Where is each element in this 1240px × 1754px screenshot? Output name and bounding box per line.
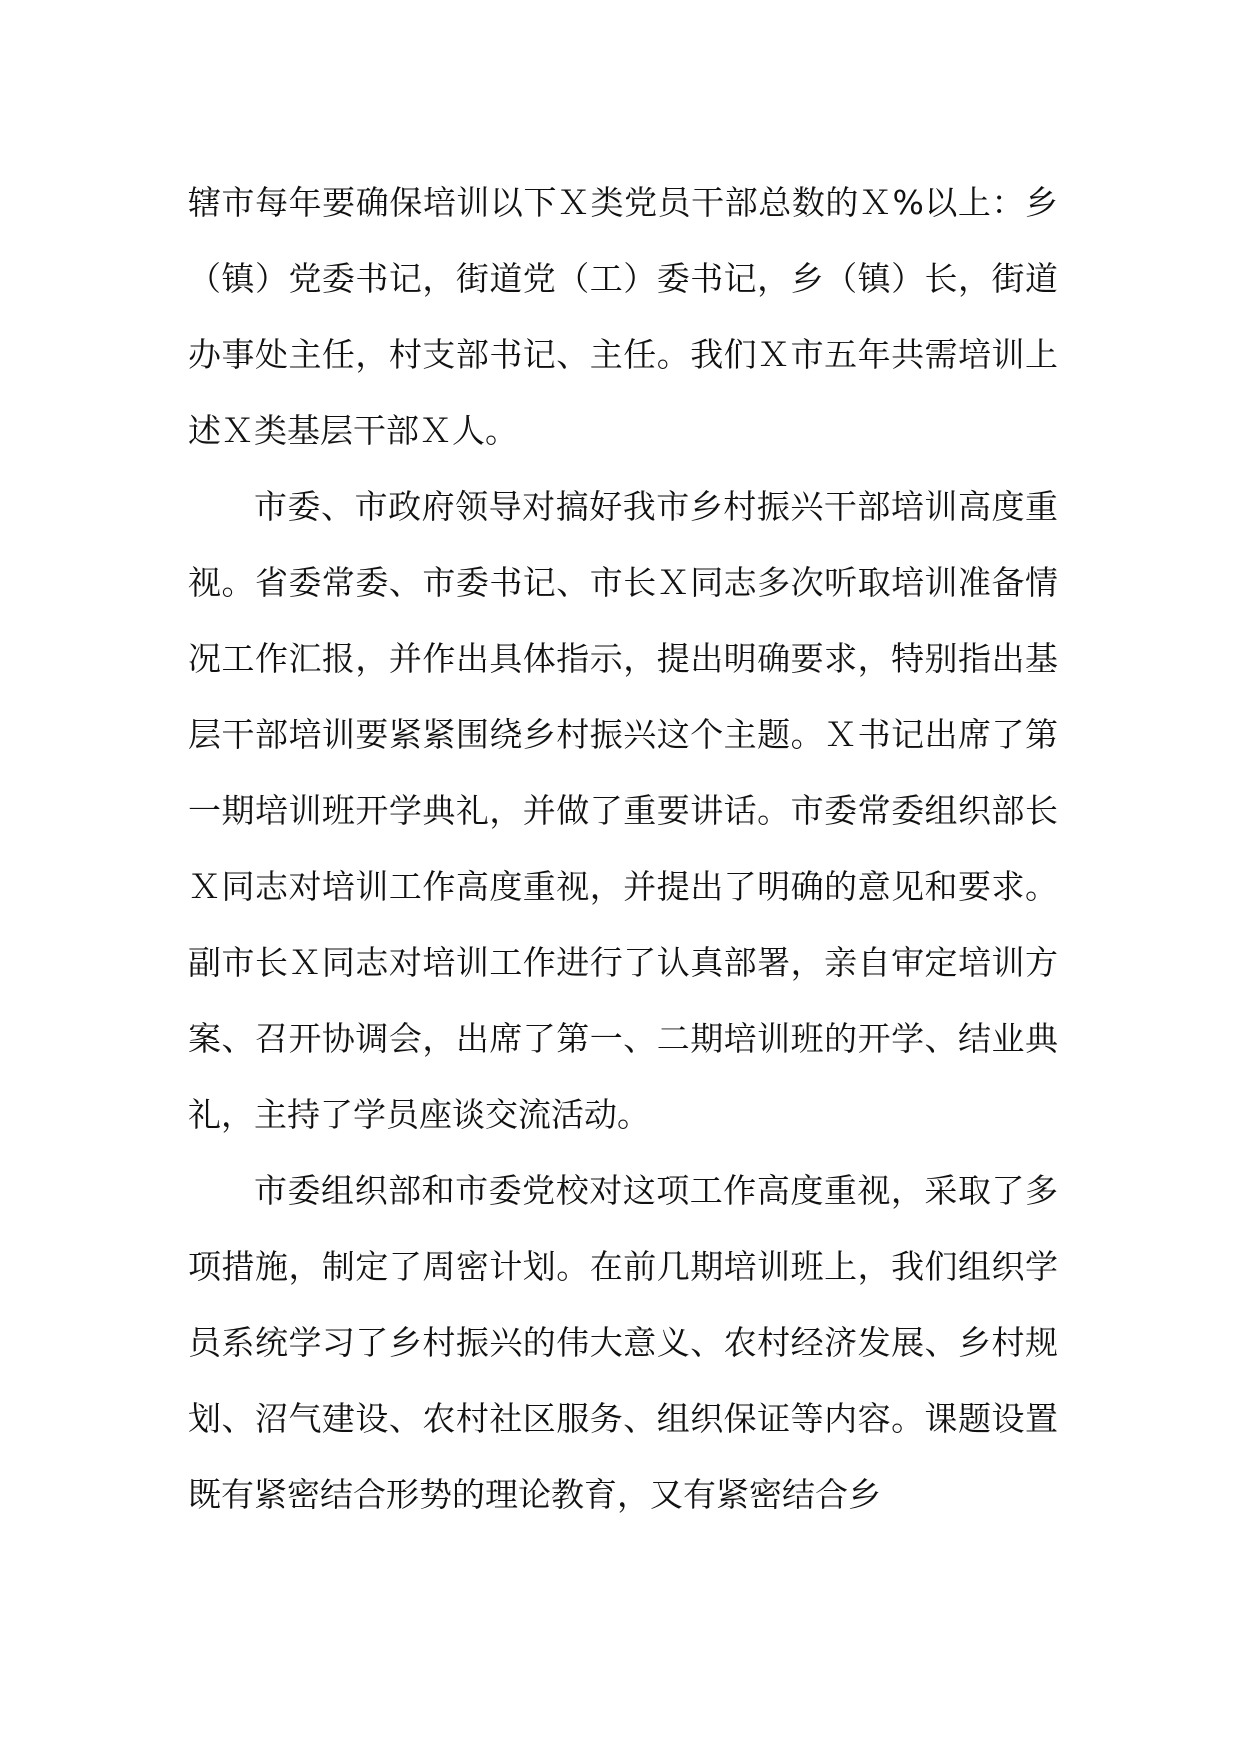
paragraph-3: 市委组织部和市委党校对这项工作高度重视，采取了多项措施，制定了周密计划。在前几期培训班上，我们组织学员系统学习了乡村振兴的伟大意义、农村经济发展、乡村规划、沼气建设、农村社区服务、组织保证等内容。课题设置既有紧密结合形势的理论教育，又有紧密结合乡 [188,1171,1058,1514]
paragraph-1: 辖市每年要确保培训以下Ｘ类党员干部总数的Ｘ%以上：乡（镇）党委书记，街道党（工）委书记，乡（镇）长，街道办事处主任，村支部书记、主任。我们Ｘ市五年共需培训上述Ｘ类基层干部Ｘ人。 [188,183,1058,450]
document-body [188,165,1058,1533]
paragraph-2: 市委、市政府领导对搞好我市乡村振兴干部培训高度重视。省委常委、市委书记、市长Ｘ同志多次听取培训准备情况工作汇报，并作出具体指示，提出明确要求，特别指出基层干部培训要紧紧围绕乡村振兴这个主题。Ｘ书记出席了第一期培训班开学典礼，并做了重要讲话。市委常委组织部长Ｘ同志对培训工作高度重视，并提出了明确的意见和要求。副市长Ｘ同志对培训工作进行了认真部署，亲自审定培训方案、召开协调会，出席了第一、二期培训班的开学、结业典礼，主持了学员座谈交流活动。 [188,487,1058,1134]
